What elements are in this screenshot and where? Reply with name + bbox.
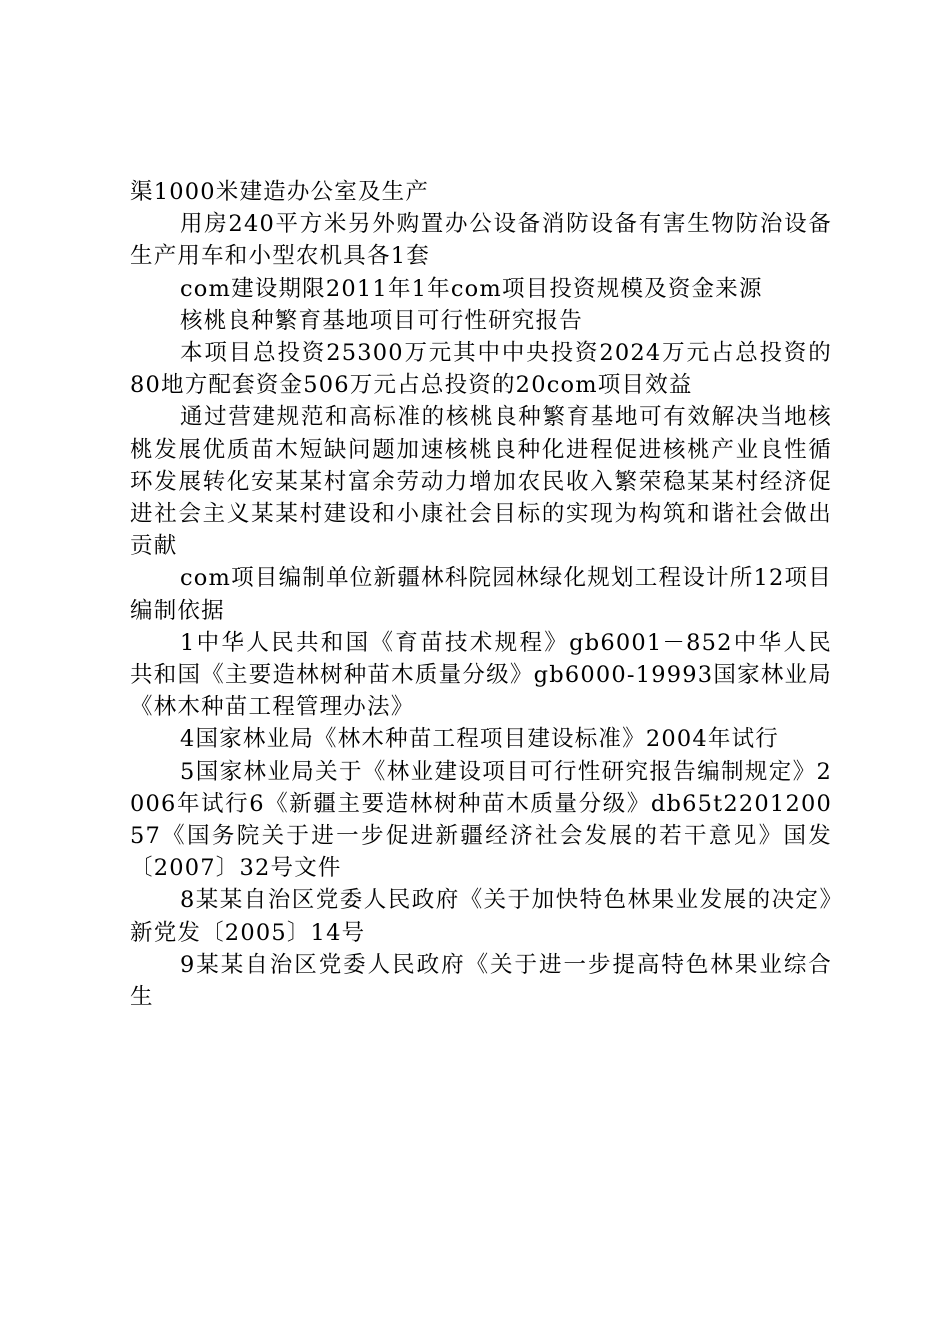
paragraph-4: 核桃良种繁育基地项目可行性研究报告 xyxy=(180,307,583,334)
paragraph-12: 9某某自治区党委人民政府《关于进一步提高特色林果业综合生 xyxy=(130,951,832,1011)
paragraph-5: 本项目总投资25300万元其中中央投资2024万元占总投资的80地方配套资金506万元占总投资的20com项目效益 xyxy=(130,340,832,399)
paragraph-10: 5国家林业局关于《林业建设项目可行性研究报告编制规定》2006年试行6《新疆主要造林树种苗木质量分级》db65t220120057《国务院关于进一步促进新疆经济社会发展的若干意见》国发〔2007〕32号文件 xyxy=(130,758,832,882)
paragraph-7: com项目编制单位新疆林科院园林绿化规划工程设计所12项目编制依据 xyxy=(130,565,832,624)
paragraph-8: 1中华人民共和国《育苗技术规程》gb6001－852中华人民共和国《主要造林树种苗木质量分级》gb6000-19993国家林业局《林木种苗工程管理办法》 xyxy=(130,629,832,721)
paragraph-1: 渠1000米建造办公室及生产 xyxy=(130,179,430,205)
paragraph-11: 8某某自治区党委人民政府《关于加快特色林果业发展的决定》新党发〔2005〕14号 xyxy=(130,887,832,946)
paragraph-6: 通过营建规范和高标准的核桃良种繁育基地可有效解决当地核桃发展优质苗木短缺问题加速核桃良种化进程促进核桃产业良性循环发展转化安某某村富余劳动力增加农民收入繁荣稳某某村经济促进社会主义某某村建设和小康社会目标的实现为构筑和谐社会做出贡献 xyxy=(130,404,832,560)
paragraph-2: 用房240平方米另外购置办公设备消防设备有害生物防治设备生产用车和小型农机具各1套 xyxy=(130,211,832,270)
paragraph-9: 4国家林业局《林木种苗工程项目建设标准》2004年试行 xyxy=(180,726,779,753)
paragraph-3: com建设期限2011年1年com项目投资规模及资金来源 xyxy=(180,275,763,302)
document-body xyxy=(130,176,832,1013)
